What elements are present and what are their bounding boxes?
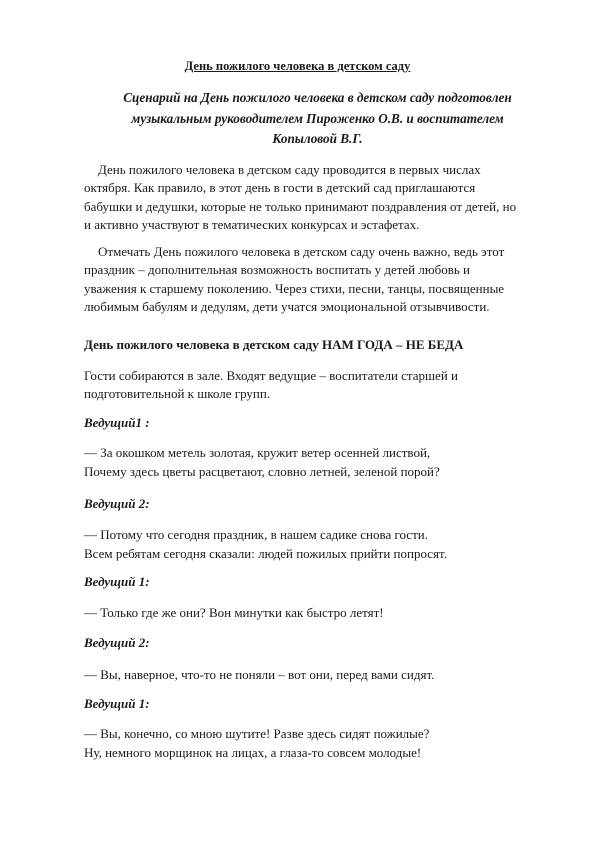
speaker-label: Ведущий1 : bbox=[84, 415, 150, 430]
dialogue-block bbox=[84, 724, 429, 762]
dialogue-line: — За окошком метель золотая, кружит ветер осенней листвой, bbox=[84, 445, 431, 460]
dialogue-block bbox=[84, 665, 434, 684]
subtitle-line: Копыловой В.Г. bbox=[272, 131, 363, 146]
dialogue-block bbox=[84, 443, 440, 481]
paragraph-line: праздник – дополнительная возможность воспитать у детей любовь и bbox=[84, 262, 470, 278]
document-subtitle bbox=[60, 88, 575, 150]
dialogue-line: Ну, немного морщинок на лицах, а глаза-то совсем молодые! bbox=[84, 745, 422, 760]
paragraph-line: Гости собираются в зале. Входят ведущие – воспитатели старшей и bbox=[84, 368, 458, 383]
dialogue-line: — Потому что сегодня праздник, в нашем садике снова гости. bbox=[84, 527, 428, 542]
paragraph-line: уважения к старшему поколению. Через стихи, песни, танцы, посвященные bbox=[84, 280, 505, 296]
dialogue-line: Всем ребятам сегодня сказали: людей пожилых прийти попросят. bbox=[84, 546, 447, 561]
speaker-label: Ведущий 1: bbox=[84, 696, 150, 711]
paragraph-line: октября. Как правило, в этот день в гости в детский сад приглашаются bbox=[84, 180, 476, 196]
subtitle-line: музыкальным руководителем Пироженко О.В. и воспитателем bbox=[131, 110, 504, 126]
dialogue-line: — Вы, наверное, что-то не поняли – вот они, перед вами сидят. bbox=[84, 667, 435, 682]
dialogue-block bbox=[84, 603, 384, 622]
paragraph-line: и активно участвуют в тематических конкурсах и эстафетах. bbox=[84, 216, 420, 232]
document-title: День пожилого человека в детском саду bbox=[184, 59, 411, 73]
paragraph-line: Отмечать День пожилого человека в детском саду очень важно, ведь этот bbox=[98, 244, 505, 259]
speaker-label: Ведущий 2: bbox=[84, 635, 150, 650]
speaker-label: Ведущий 2: bbox=[84, 496, 150, 511]
paragraph-line: бабушки и дедушки, которые не только принимают поздравления от детей, но bbox=[84, 198, 517, 214]
speaker-label: Ведущий 1: bbox=[84, 574, 150, 589]
paragraph-line: любимым бабулям и дедулям, дети учатся эмоциональной отзывчивости. bbox=[84, 298, 490, 314]
subtitle-line: Сценарий на День пожилого человека в детском саду подготовлен bbox=[123, 90, 512, 105]
scene-paragraph bbox=[84, 367, 554, 404]
dialogue-line: Почему здесь цветы расцветают, словно летней, зеленой порой? bbox=[84, 464, 440, 479]
paragraph-line: День пожилого человека в детском саду проводится в первых числах bbox=[98, 162, 481, 177]
dialogue-line: — Только где же они? Вон минутки как быстро летят! bbox=[84, 605, 384, 620]
intro-paragraph-2 bbox=[84, 243, 554, 316]
section-heading: День пожилого человека в детском саду НАМ ГОДА – НЕ БЕДА bbox=[84, 337, 464, 352]
paragraph-line: подготовительной к школе групп. bbox=[84, 386, 271, 402]
dialogue-line: — Вы, конечно, со мною шутите! Разве здесь сидят пожилые? bbox=[84, 726, 430, 741]
dialogue-block bbox=[84, 525, 447, 563]
intro-paragraph-1 bbox=[84, 161, 554, 234]
